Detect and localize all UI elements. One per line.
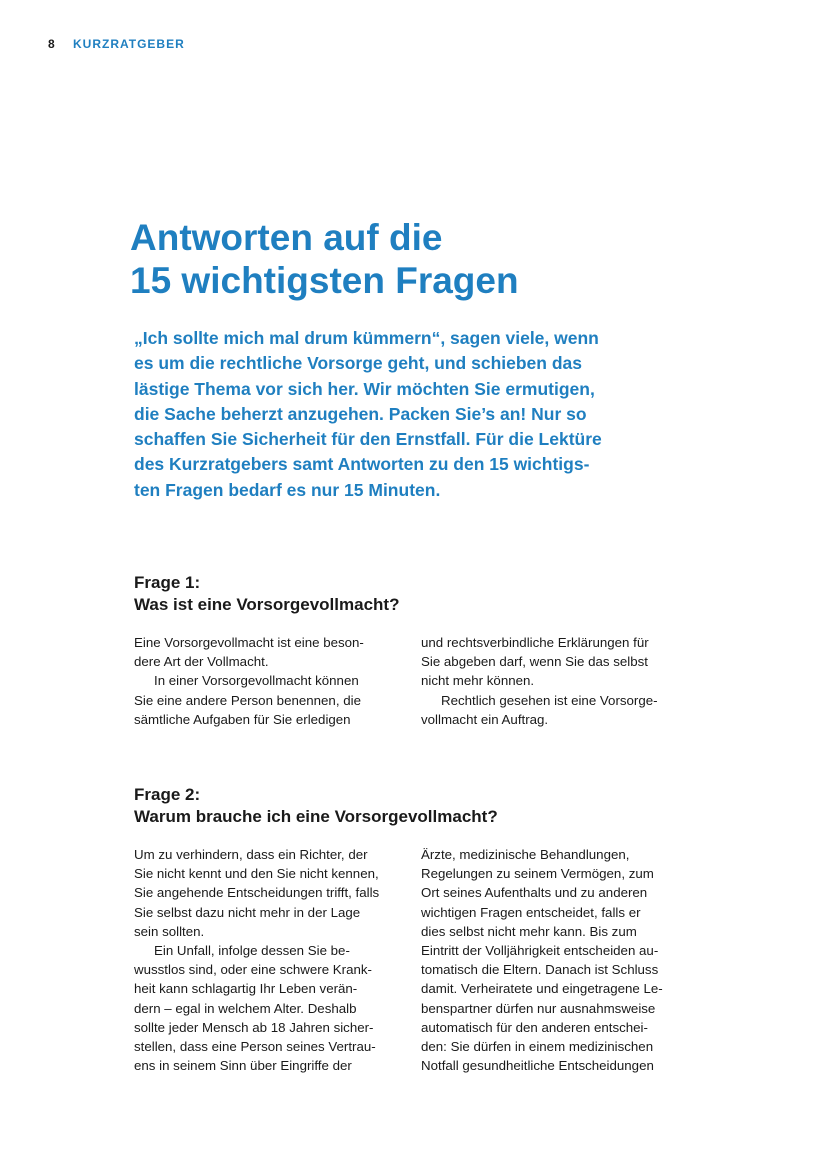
answer-line: ens in seinem Sinn über Eingriffe der [134, 1058, 352, 1074]
page-number: 8 [48, 37, 55, 51]
question-text: Was ist eine Vorsorgevollmacht? [134, 595, 400, 614]
answer-line: Eine Vorsorgevollmacht ist eine beson- [134, 635, 364, 650]
answer-line: den: Sie dürfen in einem medizinischen [421, 1039, 654, 1055]
intro-line: es um die rechtliche Vorsorge geht, und schieben das [134, 353, 582, 374]
question-2-answer-left-column [134, 845, 409, 1075]
answer-line: In einer Vorsorgevollmacht können [154, 673, 359, 689]
intro-line: schaffen Sie Sicherheit für den Ernstfall. Für die Lektüre [134, 429, 602, 450]
running-header [48, 37, 185, 51]
question-number: Frage 2: [134, 785, 201, 804]
intro-line: ten Fragen bedarf es nur 15 Minuten. [134, 479, 441, 500]
page-title [130, 216, 730, 302]
question-2-heading [134, 784, 734, 828]
question-2-answer-right-column [421, 845, 696, 1075]
answer-line: Ein Unfall, infolge dessen Sie be- [154, 943, 350, 959]
intro-line: die Sache beherzt anzugehen. Packen Sie’s an! Nur so [134, 403, 587, 424]
intro-line: „Ich sollte mich mal drum kümmern“, sagen viele, wenn [134, 328, 599, 348]
question-1-answer-right-column [421, 633, 696, 729]
answer-line: dies selbst nicht mehr kann. Bis zum [421, 923, 637, 939]
answer-line: Eintritt der Volljährigkeit entscheiden au- [421, 943, 659, 959]
answer-line: wichtigen Fragen entscheidet, falls er [421, 904, 641, 920]
answer-line: sollte jeder Mensch ab 18 Jahren sicher- [134, 1019, 374, 1035]
answer-line: Sie selbst dazu nicht mehr in der Lage [134, 904, 361, 920]
answer-line: Regelungen zu seinem Vermögen, zum [421, 866, 654, 882]
section-label: KURZRATGEBER [72, 37, 185, 51]
answer-line: dern – egal in welchem Alter. Deshalb [134, 1000, 357, 1016]
answer-line: tomatisch die Eltern. Danach ist Schluss [421, 962, 659, 978]
answer-line: wusstlos sind, oder eine schwere Krank- [134, 962, 372, 978]
answer-line: Ort seines Aufenthalts und zu anderen [421, 885, 648, 901]
intro-paragraph [134, 326, 694, 503]
answer-line: sämtliche Aufgaben für Sie erledigen [134, 711, 351, 727]
answer-line: Um zu verhindern, dass ein Richter, der [134, 847, 368, 862]
answer-line: vollmacht ein Auftrag. [421, 711, 549, 727]
intro-line: lästige Thema vor sich her. Wir möchten Sie ermutigen, [134, 378, 595, 399]
question-1-answer-left-column [134, 633, 409, 729]
answer-line: sein sollten. [134, 923, 205, 939]
answer-line: Sie abgeben darf, wenn Sie das selbst [421, 654, 648, 670]
answer-line: stellen, dass eine Person seines Vertrau- [134, 1039, 376, 1055]
answer-line: Sie eine andere Person benennen, die [134, 692, 361, 708]
answer-line: nicht mehr können. [421, 673, 535, 689]
answer-line: Sie angehende Entscheidungen trifft, falls [134, 885, 380, 901]
title-line: Antworten auf die [130, 217, 443, 258]
answer-line: Rechtlich gesehen ist eine Vorsorge- [441, 692, 658, 708]
answer-line: heit kann schlagartig Ihr Leben verän- [134, 981, 358, 997]
answer-line: benspartner dürfen nur ausnahmsweise [421, 1000, 656, 1016]
answer-line: dere Art der Vollmacht. [134, 654, 269, 670]
answer-line: automatisch für den anderen entschei- [421, 1019, 648, 1035]
title-line: 15 wichtigsten Fragen [130, 260, 519, 301]
intro-line: des Kurzratgebers samt Antworten zu den 15 wichtigs- [134, 454, 590, 475]
answer-line: damit. Verheiratete und eingetragene Le- [421, 981, 663, 997]
answer-line: Sie nicht kennt und den Sie nicht kennen, [134, 866, 379, 882]
answer-line: und rechtsverbindliche Erklärungen für [421, 635, 649, 650]
question-number: Frage 1: [134, 573, 201, 592]
question-text: Warum brauche ich eine Vorsorgevollmacht? [134, 807, 498, 826]
answer-line: Ärzte, medizinische Behandlungen, [421, 847, 630, 862]
question-1-heading [134, 572, 734, 616]
answer-line: Notfall gesundheitliche Entscheidungen [421, 1058, 654, 1074]
